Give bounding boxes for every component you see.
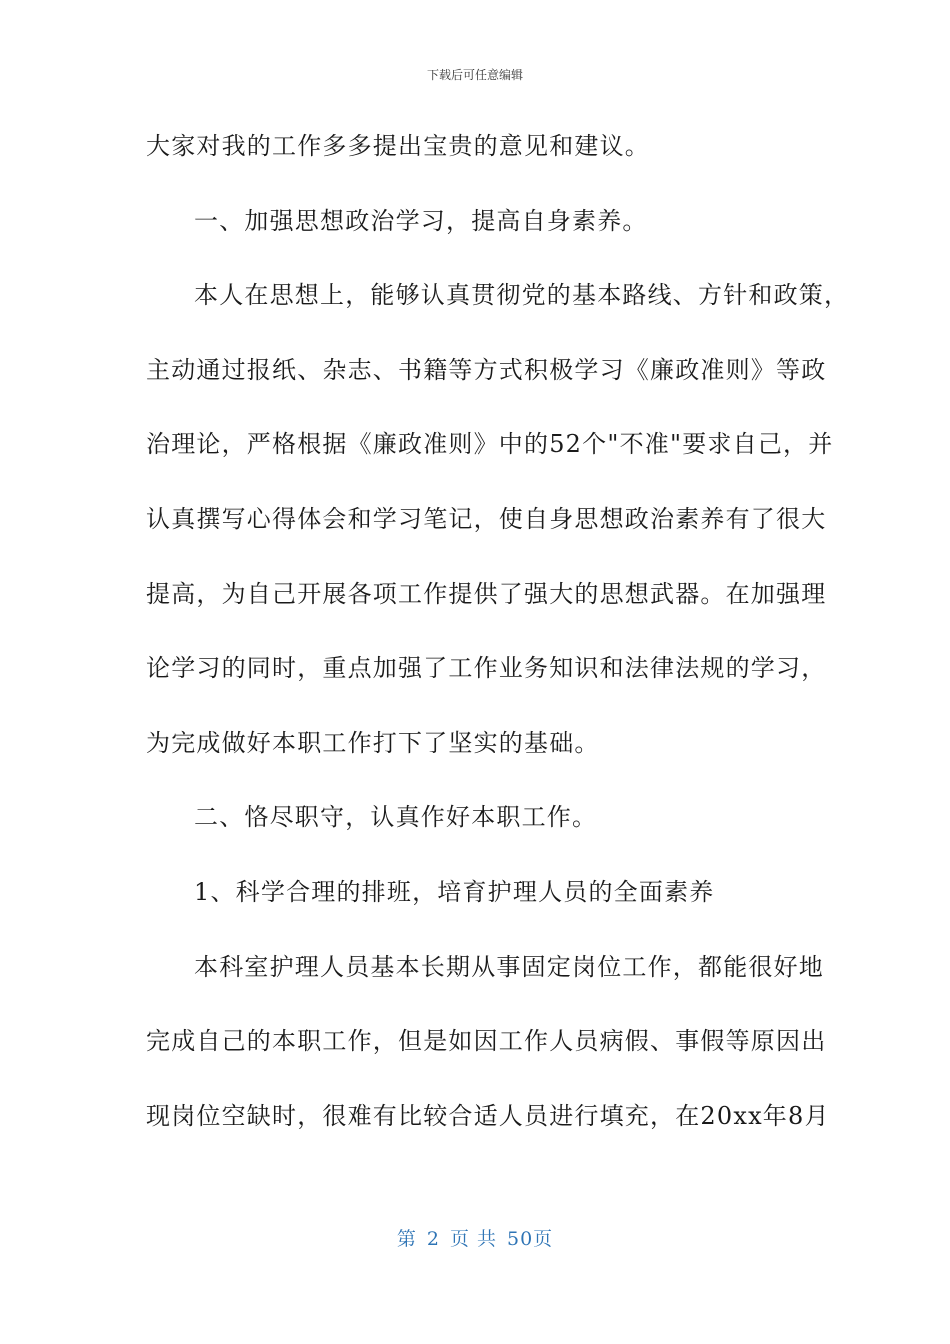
text-line: 认真撰写心得体会和学习笔记，使自身思想政治素养有了很大 [146,504,827,533]
footer-prefix: 第 [396,1228,417,1250]
total-pages: 50页 [506,1228,554,1250]
text-line: 主动通过报纸、杂志、书籍等方式积极学习《廉政准则》等政 [146,355,827,384]
text-line: 完成自己的本职工作，但是如因工作人员病假、事假等原因出 [146,1027,827,1056]
section-heading: 二、恪尽职守，认真作好本职工作。 [194,803,598,832]
text-line: 本科室护理人员基本长期从事固定岗位工作，都能很好地 [194,952,824,981]
page-footer [0,1224,950,1251]
subsection-heading: 1、科学合理的排班，培育护理人员的全面素养 [194,877,715,906]
text-line: 本人在思想上，能够认真贯彻党的基本路线、方针和政策， [194,281,850,310]
page-number: 2 [426,1228,440,1250]
text-line: 提高，为自己开展各项工作提供了强大的思想武器。在加强理 [146,579,827,608]
text-line: 为完成做好本职工作打下了坚实的基础。 [146,728,600,757]
text-line: 现岗位空缺时，很难有比较合适人员进行填充，在20xx年8月 [146,1101,830,1130]
document-body [146,122,850,1166]
text-line: 论学习的同时，重点加强了工作业务知识和法律法规的学习， [146,654,827,683]
section-heading: 一、加强思想政治学习，提高自身素养。 [194,206,648,235]
header-note: 下载后可任意编辑 [426,68,523,82]
text-line: 大家对我的工作多多提出宝贵的意见和建议。 [146,132,650,160]
text-line: 治理论，严格根据《廉政准则》中的52个"不准"要求自己，并 [146,430,834,459]
footer-middle: 页 共 [449,1228,497,1250]
